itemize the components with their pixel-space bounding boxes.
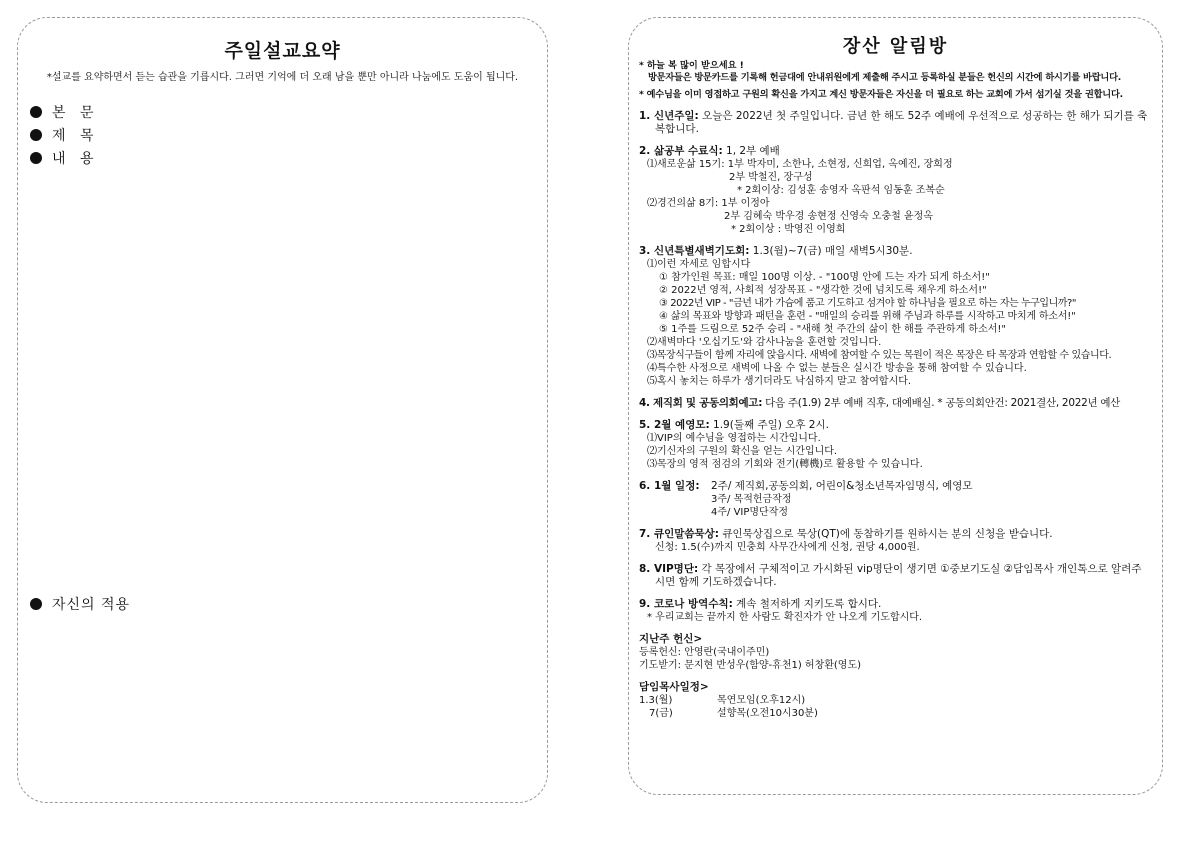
schedule-event: 설향목(오전10시30분) — [717, 708, 818, 719]
content-item — [30, 148, 99, 168]
content-label: 내 용 — [52, 151, 99, 167]
announcements-title: 장산 알림방 — [842, 36, 949, 57]
section-text: 다음 주(1.9) 2부 예배 직후, 대예배실. * 공동의회안건: 2021결산, 2022년 예산 — [765, 397, 1121, 409]
schedule-date: 7(금) — [649, 708, 673, 719]
bullet-icon — [30, 106, 42, 118]
section-vip-list — [639, 563, 1151, 589]
notice-line: * 하늘 복 많이 받으세요 ! — [639, 60, 744, 71]
bullet-icon — [30, 152, 42, 164]
section-last-week-offering — [639, 633, 1151, 672]
schedule-date: 1.3(월) — [639, 695, 673, 706]
bullet-icon — [30, 598, 42, 610]
section-heading: 1. 신년주일: — [639, 110, 699, 122]
schedule-row — [639, 694, 1151, 707]
section-text: 1.9(둘째 주일) 오후 2시. — [713, 419, 829, 431]
list-item: ③ 2022년 VIP - "금년 내가 가슴에 품고 기도하고 섬겨야 할 하나님을 필요로 하는 자는 누구입니까?" — [659, 298, 1077, 309]
section-january-schedule — [639, 480, 1151, 519]
notice-line: 방문자들은 방문카드를 기록해 헌금대에 안내위원에게 제출해 주시고 등록하실 분들은 헌신의 시간에 하시기를 바랍니다. — [648, 72, 1122, 83]
list-item: 4주/ VIP명단작정 — [711, 507, 789, 518]
list-item: ⑶목장의 영적 점검의 기회와 전기(轉機)로 활용할 수 있습니다. — [647, 459, 923, 470]
title-item — [30, 125, 99, 145]
list-item: * 우리교회는 끝까지 한 사람도 확진자가 안 나오게 기도합시다. — [647, 612, 923, 623]
list-item: 3주/ 목적헌금작정 — [711, 494, 792, 505]
section-dawn-prayer — [639, 245, 1151, 388]
sermon-summary-panel — [17, 17, 548, 803]
section-text: 1.3(월)~7(금) 매일 새벽5시30분. — [752, 245, 913, 257]
list-item: * 2회이상: 김성훈 송영자 옥판석 임동훈 조복순 — [737, 185, 945, 196]
section-heading: 6. 1월 일정: — [639, 480, 700, 492]
section-heading: 8. VIP명단: — [639, 563, 699, 575]
section-heading: 2. 삶공부 수료식: — [639, 145, 723, 157]
announcements-body — [639, 60, 1151, 720]
application-label: 자신의 적용 — [52, 597, 131, 613]
list-item: ④ 삶의 목표와 방향과 패턴을 훈련 - "매일의 승리를 위해 주님과 하루를 시작하고 마치게 하소서!" — [659, 311, 1076, 322]
passage-item — [30, 102, 99, 122]
announcements-panel — [628, 17, 1163, 795]
list-item: * 2회이상 : 박영진 이영희 — [731, 224, 846, 235]
bullet-icon — [30, 129, 42, 141]
list-item: 기도받기: 문지현 반성우(함양-휴천1) 허창환(영도) — [639, 660, 862, 671]
section-text: 큐인묵상집으로 묵상(QT)에 동참하기를 원하시는 분의 신청을 받습니다. — [722, 528, 1053, 540]
section-heading: 5. 2월 예영모: — [639, 419, 710, 431]
list-item: ② 2022년 영적, 사회적 성장목표 - "생각한 것에 넘치도록 채우게 하소서!" — [659, 285, 987, 296]
section-new-year-sunday — [639, 110, 1151, 136]
notice-line: * 예수님을 이미 영접하고 구원의 확신을 가지고 계신 방문자들은 자신을 더 필요로 하는 교회에 가서 섬기실 것을 권합니다. — [639, 89, 1123, 100]
section-text: 계속 철저하게 지키도록 합시다. — [736, 598, 882, 610]
sermon-summary-title: 주일설교요약 — [224, 40, 341, 62]
list-item: ⑴이런 자세로 임합시다 — [647, 259, 751, 270]
list-item: ⑴새로운삶 15기: 1부 박자미, 소한나, 소현정, 신희업, 옥예진, 장희정 — [647, 159, 953, 170]
section-yeyoungmo — [639, 419, 1151, 471]
section-heading: 지난주 헌신> — [639, 633, 703, 645]
section-heading: 9. 코로나 방역수칙: — [639, 598, 733, 610]
section-heading: 담임목사일정> — [639, 681, 709, 693]
section-text: 1, 2부 예배 — [726, 145, 780, 157]
list-item: 2주/ 제직회,공동의회, 어린이&청소년목자임명식, 예영모 — [711, 480, 973, 492]
list-item: ⑶목장식구들이 함께 자리에 앉읍시다. 새벽에 참여할 수 있는 목원이 적은 목장은 타 목장과 연합할 수 있습니다. — [647, 350, 1112, 361]
list-item: 2부 박철진, 장구성 — [729, 172, 813, 183]
list-item: ⑵경건의삶 8기: 1부 이정아 — [647, 198, 770, 209]
list-item: ⑴VIP의 예수님을 영접하는 시간입니다. — [647, 433, 821, 444]
title-label: 제 목 — [52, 128, 99, 144]
section-council — [639, 397, 1151, 410]
list-item: ⑤ 1주를 드림으로 52주 승리 - "새해 첫 주간의 삶이 한 해를 주관하게 하소서!" — [659, 324, 1007, 335]
schedule-event: 목연모임(오후12시) — [717, 695, 806, 706]
list-item: ⑷특수한 사정으로 새벽에 나올 수 없는 분들은 실시간 방송을 통해 참여할 수 있습니다. — [647, 363, 1027, 374]
list-item: ⑵기신자의 구원의 확신을 얻는 시간입니다. — [647, 446, 838, 457]
section-qt-meditation — [639, 528, 1151, 554]
section-heading: 7. 큐인말씀묵상: — [639, 528, 720, 540]
application-item — [30, 594, 130, 614]
list-item: 2부 김혜숙 박우경 송현정 신영숙 오충철 윤정옥 — [724, 211, 933, 222]
section-heading: 3. 신년특별새벽기도회: — [639, 245, 750, 257]
sermon-summary-instruction: *설교를 요약하면서 듣는 습관을 기릅시다. 그러면 기억에 더 오래 남을 뿐만 아니라 나눔에도 도움이 됩니다. — [46, 72, 519, 83]
section-pastor-schedule — [639, 681, 1151, 720]
section-text: 오늘은 2022년 첫 주일입니다. 금년 한 해도 52주 예배에 우선적으로 성공하는 한 해가 되기를 축복합니다. — [655, 110, 1148, 135]
list-item: ⑸혹시 놓치는 하루가 생기더라도 낙심하지 말고 참여합시다. — [647, 376, 912, 387]
passage-label: 본 문 — [52, 105, 99, 121]
list-item: ① 참가인원 목표: 매일 100명 이상. - "100명 안에 드는 자가 되게 하소서!" — [659, 272, 990, 283]
list-item: 등록헌신: 안영란(국내이주민) — [639, 647, 770, 658]
section-covid — [639, 598, 1151, 624]
schedule-row — [639, 707, 1151, 720]
section-graduation — [639, 145, 1151, 236]
visitor-notice — [639, 60, 1151, 101]
section-heading: 4. 제직회 및 공동의회예고: — [639, 397, 763, 409]
list-item: 신청: 1.5(수)까지 민충희 사무간사에게 신청, 권당 4,000원. — [655, 542, 920, 553]
section-text: 각 목장에서 구체적이고 가시화된 vip명단이 생기면 ①중보기도실 ②담임목사 개인톡으로 알려주시면 함께 기도하겠습니다. — [655, 563, 1142, 588]
list-item: ⑵새벽마다 '오십기도'와 감사나눔을 훈련할 것입니다. — [647, 337, 882, 348]
